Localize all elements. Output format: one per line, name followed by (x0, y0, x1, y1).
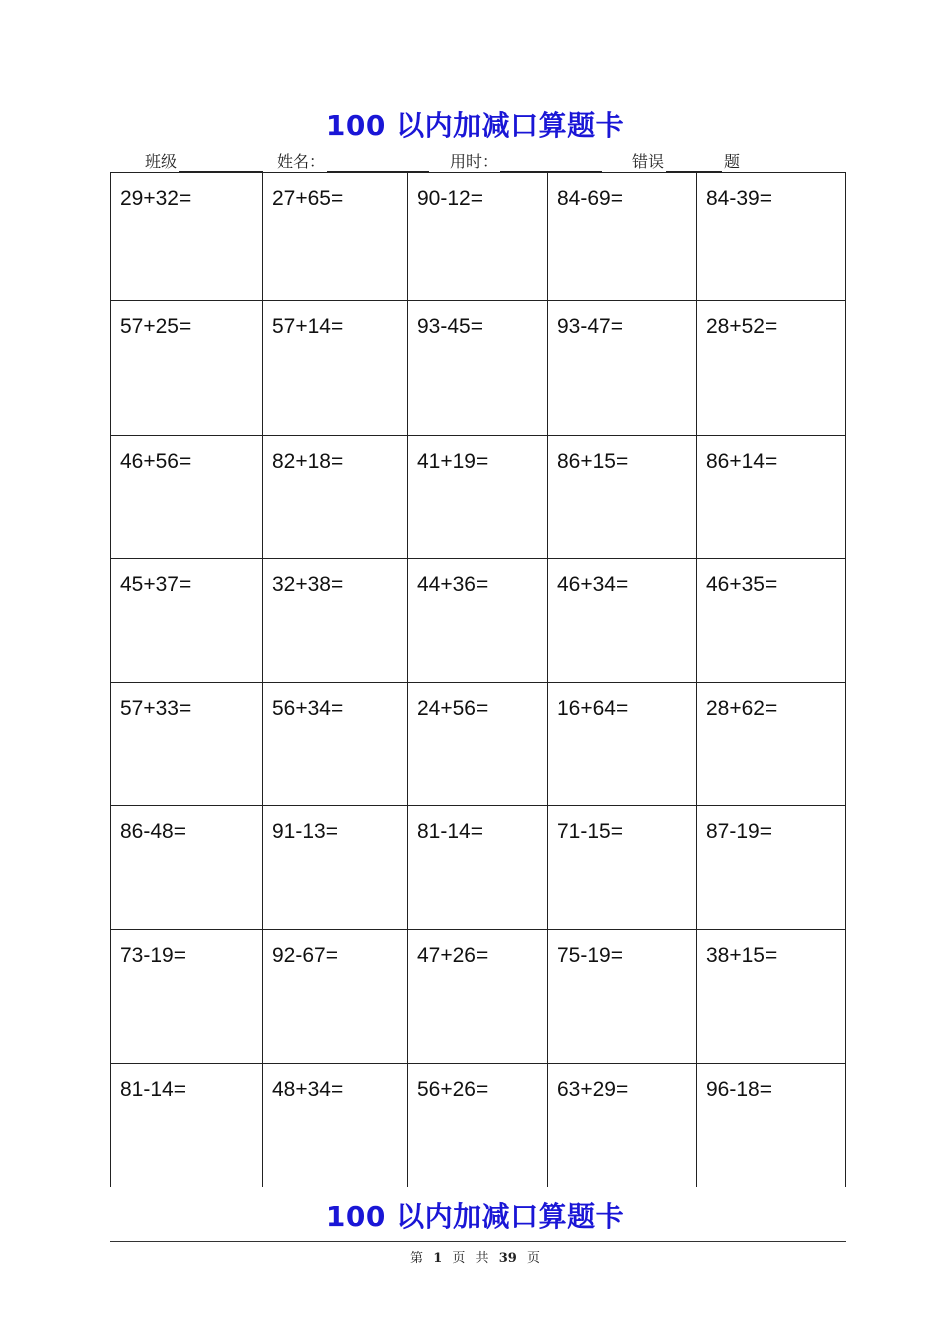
problem-cell: 96-18= (706, 1078, 772, 1101)
name-blank[interactable] (327, 153, 429, 172)
grid-row-divider (111, 682, 845, 683)
grid-column-divider (696, 173, 697, 1187)
problem-cell: 56+26= (417, 1078, 489, 1101)
problem-cell: 46+56= (120, 450, 192, 473)
footer-page-number: 1 (433, 1251, 443, 1266)
errors-label: 错误 (632, 152, 665, 171)
footer-divider (110, 1241, 846, 1242)
grid-column-divider (262, 173, 263, 1187)
grid-row-divider (111, 435, 845, 436)
problem-cell: 84-39= (706, 187, 772, 210)
problem-cell: 44+36= (417, 573, 489, 596)
footer-prefix: 第 (410, 1251, 424, 1266)
problem-cell: 63+29= (557, 1078, 629, 1101)
name-label: 姓名： (277, 152, 326, 171)
page-title: 100 以内加减口算题卡 (325, 109, 625, 142)
problem-cell: 16+64= (557, 697, 629, 720)
problem-cell: 45+37= (120, 573, 192, 596)
problem-cell: 81-14= (417, 820, 483, 843)
problem-cell: 48+34= (272, 1078, 344, 1101)
problem-cell: 84-69= (557, 187, 623, 210)
problem-cell: 28+52= (706, 315, 778, 338)
problem-cell: 86+14= (706, 450, 778, 473)
problem-cell: 93-45= (417, 315, 483, 338)
grid-column-divider (547, 173, 548, 1187)
problem-cell: 29+32= (120, 187, 192, 210)
errors-blank[interactable] (666, 153, 722, 172)
problem-cell: 28+62= (706, 697, 778, 720)
footer-total-unit: 页 (526, 1251, 540, 1266)
problem-cell: 38+15= (706, 944, 778, 967)
time-field (450, 149, 604, 172)
grid-row-divider (111, 805, 845, 806)
problem-cell: 71-15= (557, 820, 623, 843)
grid-row-divider (111, 558, 845, 559)
footer-total-pages: 39 (498, 1251, 517, 1266)
problem-cell: 93-47= (557, 315, 623, 338)
problem-cell: 82+18= (272, 450, 344, 473)
problem-cell: 57+33= (120, 697, 192, 720)
class-label: 班级 (145, 152, 178, 171)
problem-cell: 47+26= (417, 944, 489, 967)
student-info-row (145, 149, 825, 173)
problem-cell: 86-48= (120, 820, 186, 843)
grid-row-divider (111, 929, 845, 930)
problem-cell: 73-19= (120, 944, 186, 967)
problem-cell: 27+65= (272, 187, 344, 210)
problem-cell: 81-14= (120, 1078, 186, 1101)
problem-grid (110, 172, 846, 1187)
problem-cell: 46+35= (706, 573, 778, 596)
grid-row-divider (111, 1063, 845, 1064)
class-field (145, 149, 265, 172)
grid-row-divider (111, 300, 845, 301)
errors-suffix: 题 (724, 152, 741, 171)
problem-cell: 92-67= (272, 944, 338, 967)
footer-total-label: 共 (475, 1251, 489, 1266)
page-footer (0, 1247, 950, 1266)
problem-cell: 91-13= (272, 820, 338, 843)
problem-cell: 57+25= (120, 315, 192, 338)
problem-cell: 24+56= (417, 697, 489, 720)
errors-field (632, 149, 740, 172)
name-field (277, 149, 431, 172)
problem-cell: 32+38= (272, 573, 344, 596)
problem-cell: 56+34= (272, 697, 344, 720)
problem-cell: 57+14= (272, 315, 344, 338)
problem-cell: 75-19= (557, 944, 623, 967)
time-label: 用时： (450, 152, 499, 171)
problem-cell: 46+34= (557, 573, 629, 596)
problem-cell: 41+19= (417, 450, 489, 473)
grid-column-divider (407, 173, 408, 1187)
class-blank[interactable] (179, 153, 263, 172)
time-blank[interactable] (500, 153, 602, 172)
next-page-title: 100 以内加减口算题卡 (325, 1200, 625, 1233)
problem-cell: 90-12= (417, 187, 483, 210)
footer-page-unit: 页 (452, 1251, 466, 1266)
problem-cell: 87-19= (706, 820, 772, 843)
problem-cell: 86+15= (557, 450, 629, 473)
